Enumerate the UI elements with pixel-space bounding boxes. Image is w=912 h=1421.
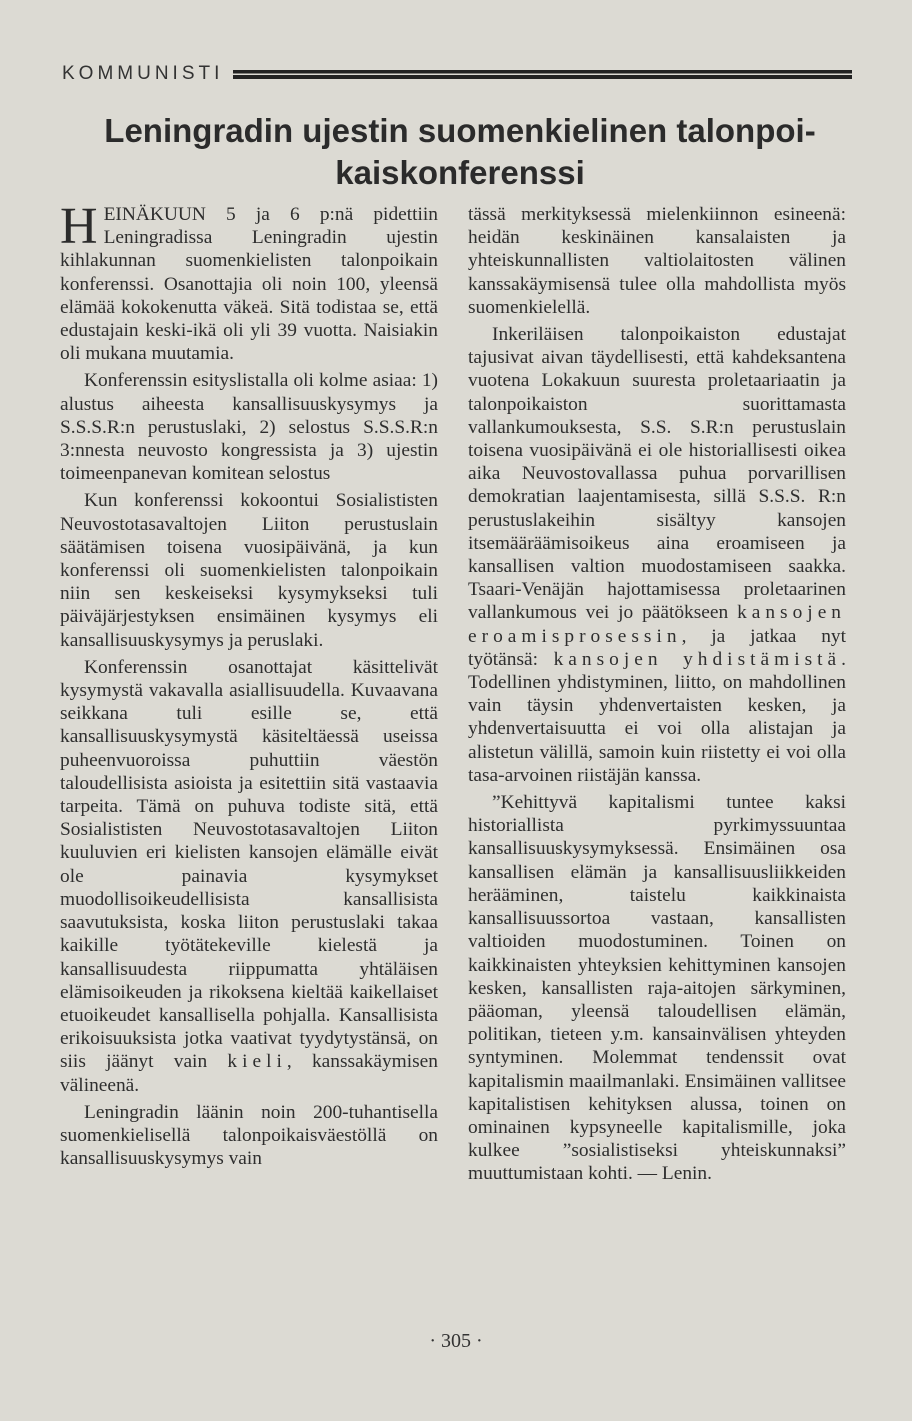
paragraph: HEINÄKUUN 5 ja 6 p:nä pidettiin Leningradissa Leningradin ujestin kihlakunnan suomenkielisten talonpoikain konferenssi. Osanottajia oli noin 100, yleensä elämää kokokenutta väkeä. Sitä todistaa se, että edustajain keski-ikä oli yli 39 vuotta. Naisiakin oli mukana muutamia. — [60, 198, 438, 365]
left-column — [60, 198, 438, 1170]
paragraph: Konferenssin esityslistalla oli kolme asiaa: 1) alustus aiheesta kansallisuuskysymys ja S.S.S.R:n perustuslaki, 2) selostus S.S.S.R:n 3:nnesta neuvosto kongressista ja 3) ujestin toimeenpanevan komitean selostus — [60, 370, 438, 485]
title-line-1: Leningradin ujestin suomenkielinen talonpoi- — [104, 112, 816, 149]
title-line-2: kaiskonferenssi — [335, 154, 585, 191]
page-number: · 305 · — [429, 1330, 483, 1352]
paragraph: tässä merkityksessä mielenkiinnon esineenä: heidän keskinäinen kansalaisten ja yhteiskunnallisten valtiolaitosten välinen kanssakäymisensä tulee olla mahdollista myös suomenkielellä. — [468, 204, 846, 318]
right-column — [468, 203, 846, 1186]
quote-paragraph: ”Kehittyvä kapitalismi tuntee kaksi historiallista pyrkimyssuuntaa kansallisuuskysymyksessä. Ensimäinen osa kansallisen elämän ja kansallisuusliikkeiden herääminen, taistelu kaikkinaista kansallisuussortoa vastaan, kansallisten valtioiden muodostuminen. Toinen on kaikkinaisten yhteyksien kehittyminen kansojen kesken, kansallisten raja-aitojen särkyminen, pääoman, yleensä taloudellisen elämän, politikan, tieteen y.m. kansainvälisen yhteyden syntyminen. Molemmat tendenssit ovat kapitalismin maailmanlaki. Ensimäinen vallitsee kapitalistisen kehityksen alussa, toinen on ominainen kypsyneelle kapitalismille, joka kulkee ”sosialistiseksi yhteiskunnaksi” muuttumistaan kohti. — Lenin. — [468, 792, 846, 1185]
emphasized-phrase: kansojen yhdistämistä — [553, 648, 842, 670]
paragraph: Kun konferenssi kokoontui Sosialististen Neuvostotasavaltojen Liiton perustuslain säätämisen toisena vuosipäivänä, ja kun konferenssi oli suomenkielisten talonpoikain niin sen keskeiseksi kysymykseksi tuli päiväjärjestyksen ensimäinen kysymys eli kansallisuuskysymys ja peruslaki. — [60, 490, 438, 651]
header-rule — [233, 70, 852, 79]
paragraph: Inkeriläisen talonpoikaiston edustajat tajusivat aivan täydellisesti, että kahdeksantena vuotena Lokakuun suuresta proletaariaatin ja talonpoikaiston suorittamasta vallankumouksesta, S.S. S.R:n perustuslain toisena vuosipäivänä ei ole historiallisesti oikea aika Neuvostovallassa puhua porvarillisen demokratian laajentamisesta, sillä S.S.S. R:n perustuslakeihin sisältyy kansojen itsemääräämisoikeus aina eroamiseen ja kansallisen valtion muodostamiseen saakka. Tsaari-Venäjän hajottamisessa proletaarinen vallankumous vei jo päätökseen kansojen eroamisprosessin, ja jatkaa nyt työtänsä: kansojen yhdistämistä. Todellinen yhdistyminen, liitto, on mahdollinen vain täysin yhdenvertaisten kesken, ja yhdenvertaisuutta ei voi olla alistajan ja alistetun välillä, samoin kuin riistetty ei voi olla tasa-arvoinen riistäjän kanssa. — [468, 324, 846, 786]
emphasized-word: kieli — [227, 1051, 287, 1073]
emphasized-phrase: kansojen eroamisprosessin — [468, 602, 846, 647]
journal-name: KOMMUNISTI — [62, 63, 224, 84]
paragraph: Leningradin läänin noin 200-tuhantisella suomenkielisellä talonpoikaisväestöllä on kansallisuuskysymys vain — [60, 1101, 438, 1170]
drop-cap: H — [60, 198, 98, 255]
article-title — [60, 110, 860, 194]
page-header — [62, 60, 852, 88]
paragraph: Konferenssin osanottajat käsittelivät kysymystä vakavalla asiallisuudella. Kuvaavana seikkana tuli esille se, että kansallisuuskysymystä käsiteltäessä useissa puheenvuoroissa puhuttiin väestön taloudellisista asioista ja esitettiin sitä vastaavia tarpeita. Tämä on puhuva todiste sitä, että Sosialististen Neuvostotasavaltojen Liiton kuuluvien eri kielisten kansojen elämälle eivät ole painavia kysymykset muodollisoikeudellisista kansallisista saavutuksista, koska liiton perustuslaki takaa kaikille työtätekeville kielestä ja kansallisuudesta riippumatta yhtäläisen elämisoikeuden ja rikoksena kieltää kaikellaiset etuoikeudet kansallisella pohjalla. Kansallisista erikoisuuksista jotka vaativat tyydytystänsä, on siis jäänyt vain kieli, kanssakäymisen välineenä. — [60, 656, 438, 1096]
